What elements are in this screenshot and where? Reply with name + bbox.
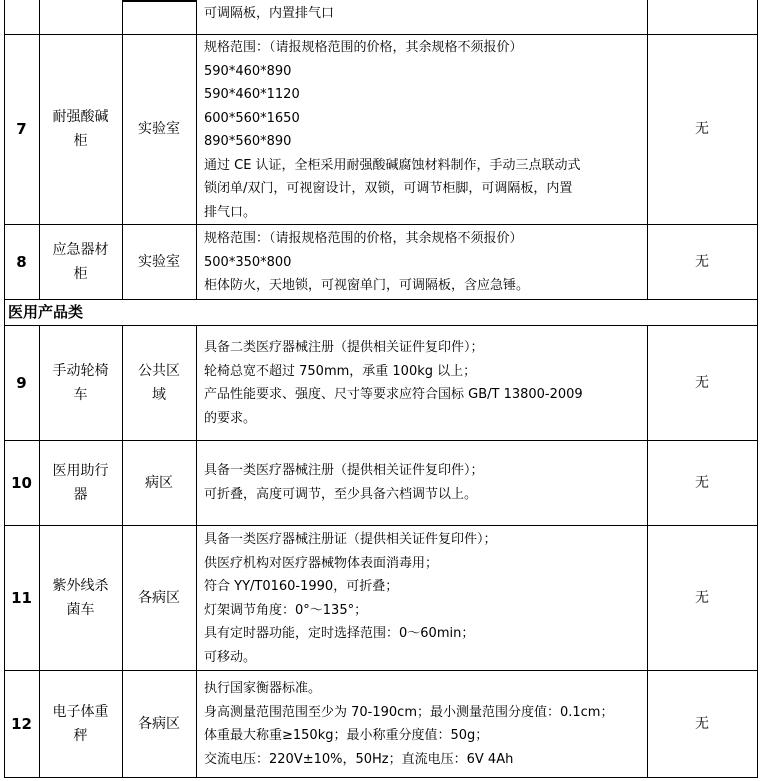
spec-line: 具有定时器功能，定时选择范围：0～60min； (204, 626, 475, 641)
spec-text (204, 677, 644, 771)
spec-line: 可折叠，高度可调节，至少具备六档调节以上。 (204, 486, 478, 502)
spec-line: 具备一类医疗器械注册证（提供相关证件复印件）； (204, 532, 497, 547)
location (122, 525, 196, 670)
spec-line: 锁闭单/双门，可视窗设计，双锁，可调节柜脚，可调隔板，内置 (204, 181, 573, 196)
item-name (39, 525, 122, 670)
item-name-line: 车 (73, 386, 88, 403)
spec-line: 590*460*890 (204, 63, 292, 79)
column-divider (196, 325, 197, 778)
item-name-line: 菌车 (66, 601, 95, 618)
spec-line: 具备二类医疗器械注册（提供相关证件复印件）； (204, 340, 484, 355)
spec-line: 规格范围：（请报规格范围的价格，其余规格不须报价） (204, 231, 523, 246)
location (122, 325, 196, 440)
spec-line: 具备一类医疗器械注册（提供相关证件复印件）； (204, 463, 484, 478)
row-number: 11 (11, 588, 32, 607)
item-name-line: 手动轮椅 (52, 362, 109, 379)
spec-line: 供医疗机构对医疗器械物体表面消毒用； (204, 555, 439, 571)
location (122, 670, 196, 777)
item-name-line: 紫外线杀 (52, 577, 109, 594)
item-name (39, 440, 122, 525)
spec-line: 产品性能要求、强度、尺寸等要求应符合国标 GB/T 13800-2009 (204, 387, 583, 402)
remark: 无 (695, 589, 709, 606)
row-number: 12 (11, 714, 32, 733)
row-divider (4, 777, 758, 778)
row-number: 9 (16, 373, 27, 392)
remark: 无 (695, 374, 709, 391)
remark: 无 (695, 121, 709, 137)
spec-text (204, 227, 644, 298)
row-number: 8 (16, 252, 27, 271)
spec-line: 可调隔板，内置排气口 (204, 6, 335, 21)
item-name-line: 柜 (73, 133, 88, 149)
spec-line: 可移动。 (204, 649, 257, 665)
item-name-line: 秤 (73, 727, 88, 744)
spec-line: 590*460*1120 (204, 87, 300, 102)
location-line: 各病区 (138, 715, 180, 732)
spec-text (204, 336, 644, 430)
item-name (39, 224, 122, 299)
spec-line: 的要求。 (204, 410, 257, 426)
top-row-spec (204, 2, 644, 26)
spec-line: 执行国家衡器标准。 (204, 681, 322, 696)
item-name-line: 耐强酸碱 (52, 109, 109, 125)
location-line: 实验室 (138, 253, 180, 270)
item-name-line: 医用助行 (52, 462, 109, 479)
location (122, 224, 196, 299)
spec-line: 500*350*800 (204, 254, 292, 270)
row-number: 7 (16, 120, 27, 138)
item-name-line: 电子体重 (52, 703, 109, 720)
row-number: 10 (11, 473, 32, 492)
location-line: 各病区 (138, 589, 180, 606)
item-name (39, 325, 122, 440)
item-name-line: 器 (73, 486, 88, 503)
item-name (39, 34, 122, 224)
location-line: 病区 (145, 474, 173, 491)
spec-line: 通过 CE 认证，全柜采用耐强酸碱腐蚀材料制作，手动三点联动式 (204, 157, 581, 173)
remark: 无 (695, 715, 709, 732)
spec-text (204, 528, 644, 669)
location-line: 域 (152, 386, 166, 403)
row-divider (4, 299, 758, 300)
item-name-line: 应急器材 (52, 241, 109, 258)
remark: 无 (695, 253, 709, 270)
spec-line: 轮椅总宽不超过 750mm，承重 100kg 以上； (204, 363, 477, 379)
spec-text (204, 36, 644, 224)
remark: 无 (695, 474, 709, 491)
location-line: 公共区 (138, 362, 180, 379)
item-name (39, 670, 122, 777)
spec-line: 灯架调节角度：0°～135°； (204, 602, 368, 618)
spec-line: 600*560*1650 (204, 110, 300, 126)
spec-line: 柜体防火，天地锁，可视窗单门，可调隔板，含应急锤。 (204, 278, 530, 293)
spec-text (204, 459, 644, 506)
spec-line: 排气口。 (204, 204, 257, 220)
spec-line: 身高测量范围范围至少为 70-190cm；最小测量范围分度值：0.1cm； (204, 704, 614, 720)
spec-line: 符合 YY/T0160-1990，可折叠； (204, 579, 399, 594)
spec-line: 体重最大称重≥150kg；最小称重分度值：50g； (204, 728, 489, 743)
location (122, 34, 196, 224)
column-divider (196, 0, 197, 299)
item-name-line: 柜 (73, 265, 88, 282)
spec-line: 交流电压：220V±10%，50Hz；直流电压：6V 4Ah (204, 751, 514, 767)
location (122, 440, 196, 525)
spec-line: 规格范围：（请报规格范围的价格，其余规格不须报价） (204, 40, 523, 55)
cell-border (122, 1, 196, 2)
spec-line: 890*560*890 (204, 134, 292, 149)
section-title: 医用产品类 (8, 303, 84, 321)
location-line: 实验室 (138, 121, 180, 137)
column-divider (757, 0, 758, 778)
